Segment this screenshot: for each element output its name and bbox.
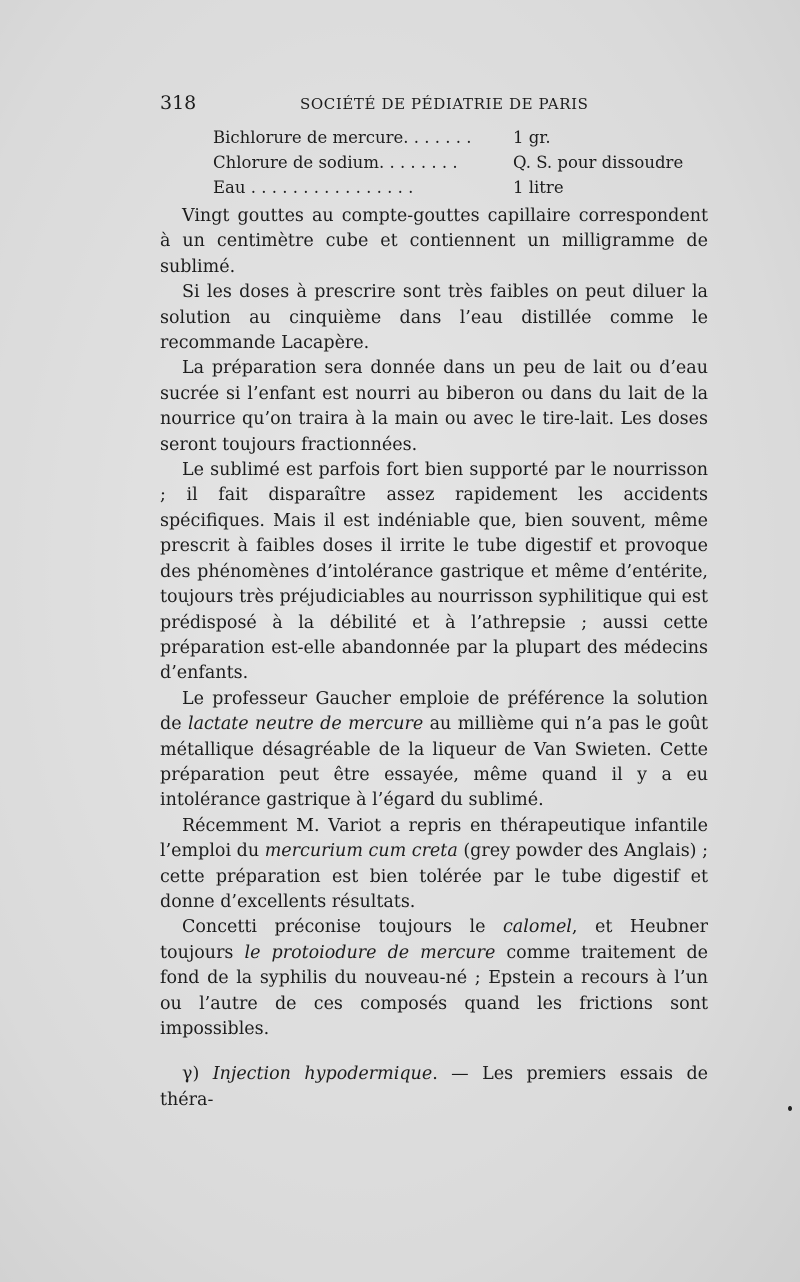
paragraph-text: Vingt gouttes au compte-gouttes capillaire correspondent à un centimètre cube et contiennent un milligramme de sublimé.: [160, 206, 708, 277]
paragraph: [160, 687, 708, 814]
paragraph-text: Concetti préconise toujours le: [182, 917, 503, 938]
italic-term: lactate neutre de mercure: [187, 714, 424, 735]
paragraph: [160, 204, 708, 280]
page-header: [160, 92, 708, 116]
formula-row: [213, 178, 683, 203]
formula-row: [213, 153, 683, 178]
ingredient-quantity: Q. S. pour dissoudre: [513, 153, 684, 172]
paragraph: [160, 356, 708, 458]
ingredient-quantity: 1 litre: [513, 178, 564, 197]
paragraph: [160, 280, 708, 356]
ink-speck: [788, 1106, 792, 1111]
body-text: [160, 204, 708, 1113]
paragraph-text: Si les doses à prescrire sont très faibles on peut diluer la solution au cinquième dans l’eau distillée comme le recommande Lacapère.: [160, 282, 708, 354]
section-heading-paragraph: [160, 1062, 708, 1113]
page-number: 318: [160, 92, 197, 114]
formula-row: [213, 128, 683, 153]
paragraph-text: au millième qui n’a pas le goût métallique désagréable de la liqueur de Van Swieten. Cette préparation peut être essayée, même quand il y a eu intolérance gastrique à l’égard du sublimé.: [160, 714, 708, 811]
ingredient-quantity: 1 gr.: [513, 128, 551, 147]
paragraph-text: Le sublimé est parfois fort bien supporté par le nourrisson ; il fait disparaître assez rapidement les accidents spécifiques. Mais il est indéniable que, bien souvent, même prescrit à faibles doses il irrite le tube digestif et provoque des phénomènes d’intolérance gastrique et même d’entérite, toujours très préjudiciables au nourrisson syphilitique qui est prédisposé à la débilité et à l’athrepsie ; aussi cette préparation est-elle abandonnée par la plupart des médecins d’enfants.: [160, 460, 708, 684]
paragraph: [160, 915, 708, 1042]
prescription-formula: [213, 128, 683, 203]
paragraph-text: comme traitement de fond de la syphilis du nouveau-né ; Epstein a recours à l’un ou l’autre de ces composés quand les frictions sont impossibles.: [160, 942, 708, 1039]
paragraph-text: (grey powder des Anglais) ; cette préparation est bien tolérée par le tube digestif et donne d’excellents résultats.: [160, 841, 708, 912]
italic-term: calomel: [502, 917, 572, 938]
italic-term: le protoiodure de mercure: [244, 942, 496, 963]
paragraph: [160, 458, 708, 687]
running-title: SOCIÉTÉ DE PÉDIATRIE DE PARIS: [300, 95, 589, 113]
section-heading: Injection hypodermique: [212, 1064, 433, 1085]
ingredient-name: Eau . . . . . . . . . . . . . . . .: [213, 178, 414, 197]
ingredient-name: Chlorure de sodium. . . . . . . .: [213, 153, 458, 172]
section-marker: γ): [182, 1064, 213, 1085]
paragraph-text: , et Heubner toujours: [160, 917, 708, 963]
paragraph-text: . — Les premiers essais de théra-: [160, 1064, 709, 1110]
paragraph-text: Le professeur Gaucher emploie de préférence la solution de: [160, 688, 708, 735]
ingredient-name: Bichlorure de mercure. . . . . . .: [213, 128, 472, 147]
paragraph: [160, 814, 708, 916]
paragraph-text: Récemment M. Variot a repris en thérapeutique infantile l’emploi du: [160, 815, 708, 862]
italic-term: mercurium cum creta: [264, 841, 458, 862]
paragraph-text: La préparation sera donnée dans un peu de lait ou d’eau sucrée si l’enfant est nourri au biberon ou dans du lait de la nourrice qu’on traira à la main ou avec le tire-lait. Les doses seront toujours fractionnées.: [160, 358, 708, 455]
